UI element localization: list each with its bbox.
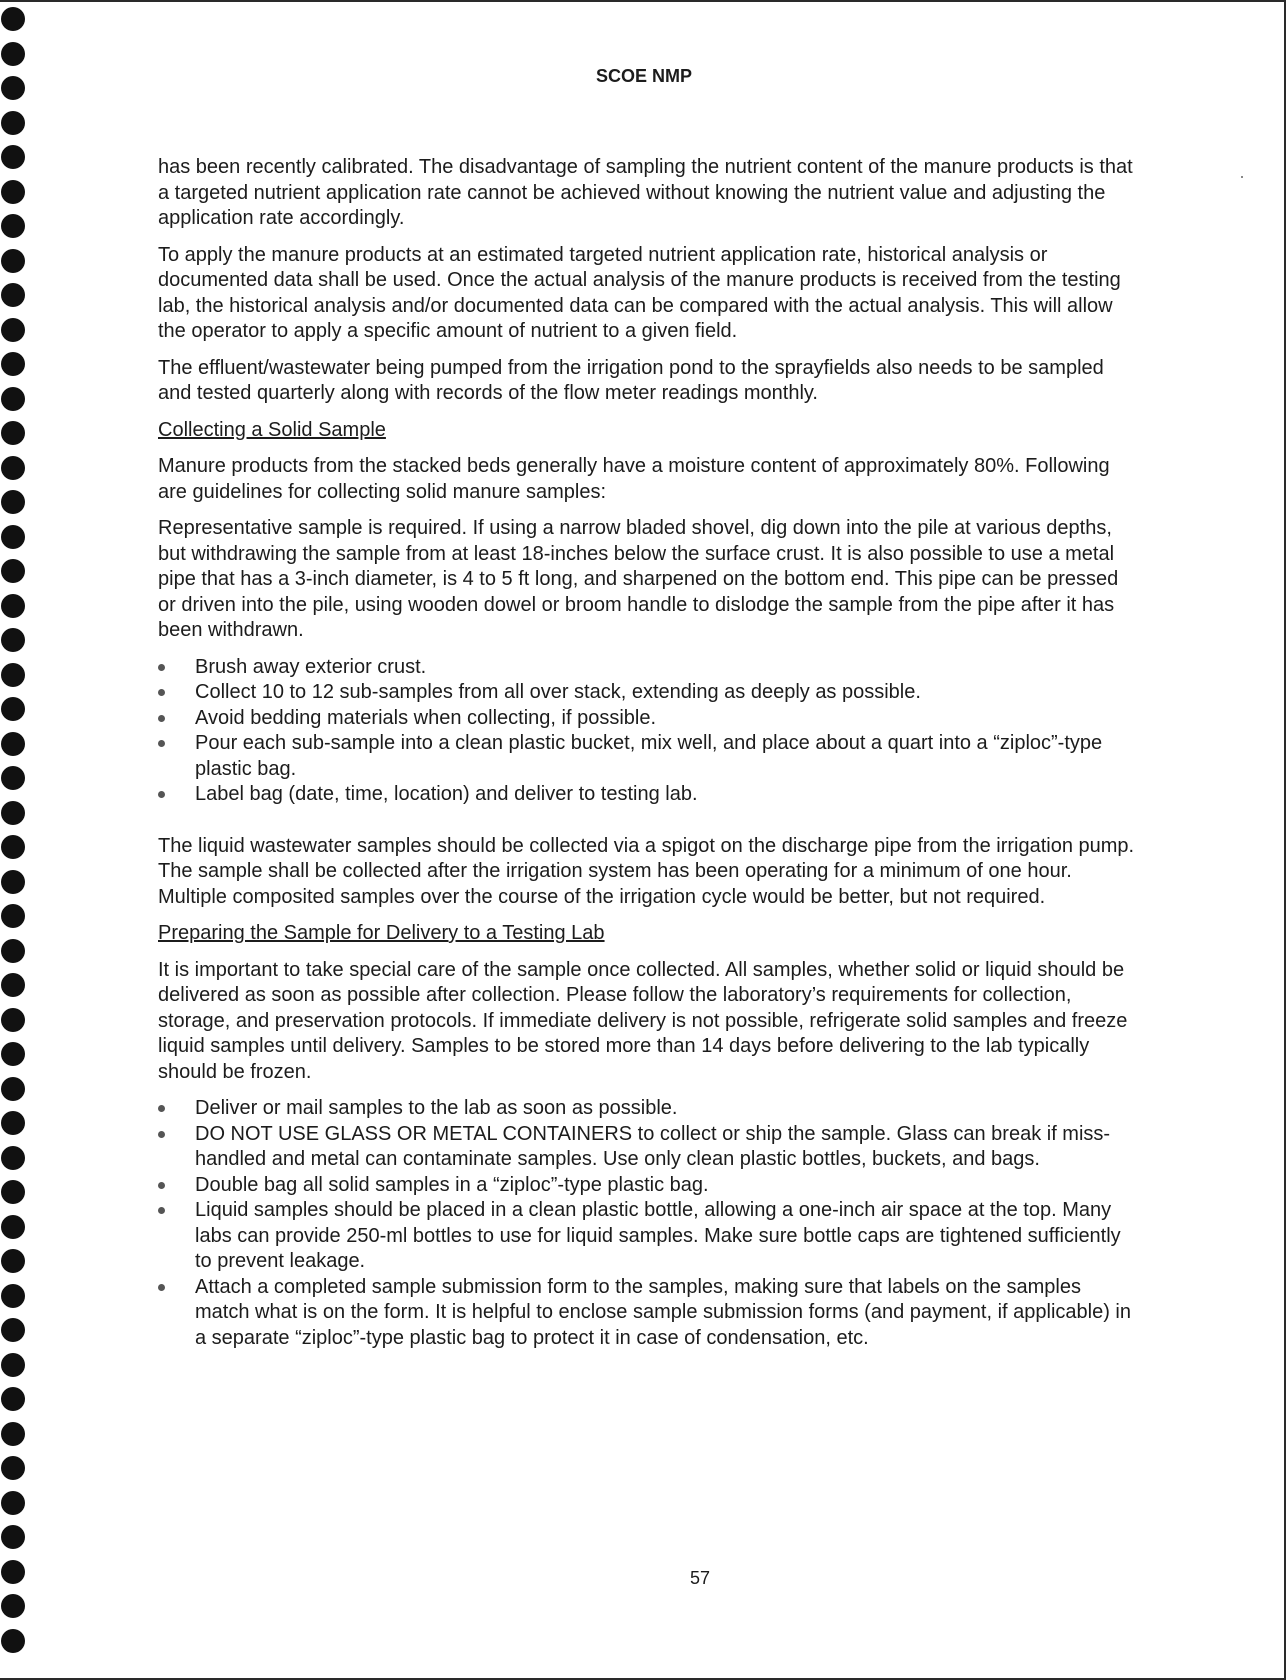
binding-hole [1,732,25,756]
list-item-text: Collect 10 to 12 sub-samples from all over stack, extending as deeply as possible. [195,681,921,703]
list-item-text: Avoid bedding materials when collecting, if possible. [195,706,657,729]
list-item-text: Liquid samples should be placed in a clean plastic bottle, allowing a one-inch air space at the top. Many labs can provide 250-ml bottles to use for liquid samples. Make sure bottle caps are tightened sufficiently to prevent leakage. [195,1199,1121,1272]
heading-delivery: Preparing the Sample for Delivery to a Testing Lab [158,922,605,944]
heading-solid-sample: Collecting a Solid Sample [158,418,386,441]
binding-hole [1,766,25,790]
binding-hole [1,801,25,825]
binding-holes [0,0,30,1680]
paragraph-historical-analysis: To apply the manure products at an estimated targeted nutrient application rate, historical analysis or documented data shall be used. Once the actual analysis of the manure products is received from the testing lab, the historical analysis and/or documented data can be compared with the actual analysis. This will allow the operator to apply a specific amount of nutrient to a given field. [158,243,1121,342]
bullet-icon [158,791,165,798]
bullet-icon [158,1105,165,1112]
binding-hole [1,1042,25,1066]
binding-hole [1,352,25,376]
page-header: SCOE NMP [595,66,692,86]
list-item [158,1198,1140,1275]
binding-hole [1,1180,25,1204]
binding-hole [1,387,25,411]
binding-hole [1,663,25,687]
bullet-icon [158,1182,165,1189]
binding-hole [1,1111,25,1135]
binding-hole [1,318,25,342]
binding-hole [1,7,25,31]
binding-hole [1,249,25,273]
list-item [158,1096,1140,1122]
binding-hole [1,490,25,514]
binding-hole [1,214,25,238]
bullet-icon [158,664,165,671]
list-item-text: Pour each sub-sample into a clean plastic bucket, mix well, and place about a quart into a “ziploc”-type plastic bag. [195,732,1103,780]
binding-hole [1,42,25,66]
list-item [158,1275,1140,1352]
paragraph-solid-method: Representative sample is required. If using a narrow bladed shovel, dig down into the pile at various depths, but withdrawing the sample from at least 18-inches below the surface crust. It is also possible to use a metal pipe that has a 3-inch diameter, is 4 to 5 ft long, and sharpened on the bottom end. This pipe can be pressed or driven into the pile, using wooden dowel or broom handle to dislodge the sample from the pipe after it has been withdrawn. [158,517,1119,641]
bullet-icon [158,1284,165,1291]
binding-hole [1,1594,25,1618]
binding-hole [1,904,25,928]
binding-hole [1,180,25,204]
binding-hole [1,1318,25,1342]
binding-hole [1,283,25,307]
binding-hole [1,697,25,721]
paragraph-solid-intro: Manure products from the stacked beds generally have a moisture content of approximately 80%. Following are guidelines for collecting solid manure samples: [158,455,1110,503]
binding-hole [1,973,25,997]
binding-hole [1,1215,25,1239]
binding-hole [1,1525,25,1549]
binding-hole [1,870,25,894]
scan-speck [1241,176,1243,178]
list-item [158,1122,1140,1173]
binding-hole [1,1284,25,1308]
list-item-text: Brush away exterior crust. [195,655,427,678]
binding-hole [1,559,25,583]
document-body [158,155,1140,1377]
solid-sample-bullet-list [158,655,1140,808]
list-item [158,706,1140,732]
list-item-text: Label bag (date, time, location) and deliver to testing lab. [195,783,698,805]
paragraph-delivery-intro: It is important to take special care of the sample once collected. All samples, whether solid or liquid should be delivered as soon as possible after collection. Please follow the laboratory’s requirements for collection, storage, and preservation protocols. If immediate delivery is not possible, refrigerate solid samples and freeze liquid samples until delivery. Samples to be stored more than 14 days before delivering to the lab typically should be frozen. [158,958,1128,1083]
binding-hole [1,111,25,135]
bullet-icon [158,689,165,696]
binding-hole [1,1353,25,1377]
binding-hole [1,1387,25,1411]
binding-hole [1,1629,25,1653]
paragraph-liquid-sample: The liquid wastewater samples should be collected via a spigot on the discharge pipe from the irrigation pump. The sample shall be collected after the irrigation system has been operating for a minimum of one hour. Multiple composited samples over the course of the irrigation cycle would be better, but not required. [158,834,1135,908]
list-item-text: Attach a completed sample submission form to the samples, making sure that labels on the samples match what is on the form. It is helpful to enclose sample submission forms (and payment, if applicable) in a separate “ziploc”-type plastic bag to protect it in case of condensation, etc. [195,1275,1131,1349]
list-item [158,655,1140,681]
binding-hole [1,525,25,549]
binding-hole [1,1077,25,1101]
binding-hole [1,1422,25,1446]
binding-hole [1,835,25,859]
binding-hole [1,1146,25,1170]
binding-hole [1,594,25,618]
binding-hole [1,1008,25,1032]
binding-hole [1,628,25,652]
list-item [158,782,1140,808]
binding-hole [1,1456,25,1480]
bullet-icon [158,715,165,722]
paragraph-calibration: has been recently calibrated. The disadvantage of sampling the nutrient content of the manure products is that a targeted nutrient application rate cannot be achieved without knowing the nutrient value and adjusting the application rate accordingly. [158,156,1133,229]
binding-hole [1,145,25,169]
binding-hole [1,421,25,445]
binding-hole [1,456,25,480]
page-number: 57 [689,1568,711,1588]
bullet-icon [158,1207,165,1214]
binding-hole [1,939,25,963]
binding-hole [1,1491,25,1515]
list-item [158,731,1140,782]
list-item-text: Deliver or mail samples to the lab as soon as possible. [195,1097,678,1119]
list-item-text: Double bag all solid samples in a “ziploc”-type plastic bag. [195,1173,709,1196]
binding-hole [1,1249,25,1273]
paragraph-effluent: The effluent/wastewater being pumped from the irrigation pond to the sprayfields also needs to be sampled and tested quarterly along with records of the flow meter readings monthly. [158,356,1104,404]
list-item [158,680,1140,706]
list-item-text: DO NOT USE GLASS OR METAL CONTAINERS to collect or ship the sample. Glass can break if miss-handled and metal can contaminate samples. Use only clean plastic bottles, buckets, and bags. [195,1122,1111,1170]
list-item [158,1173,1140,1199]
bullet-icon [158,1131,165,1138]
delivery-bullet-list [158,1096,1140,1351]
bullet-icon [158,740,165,747]
